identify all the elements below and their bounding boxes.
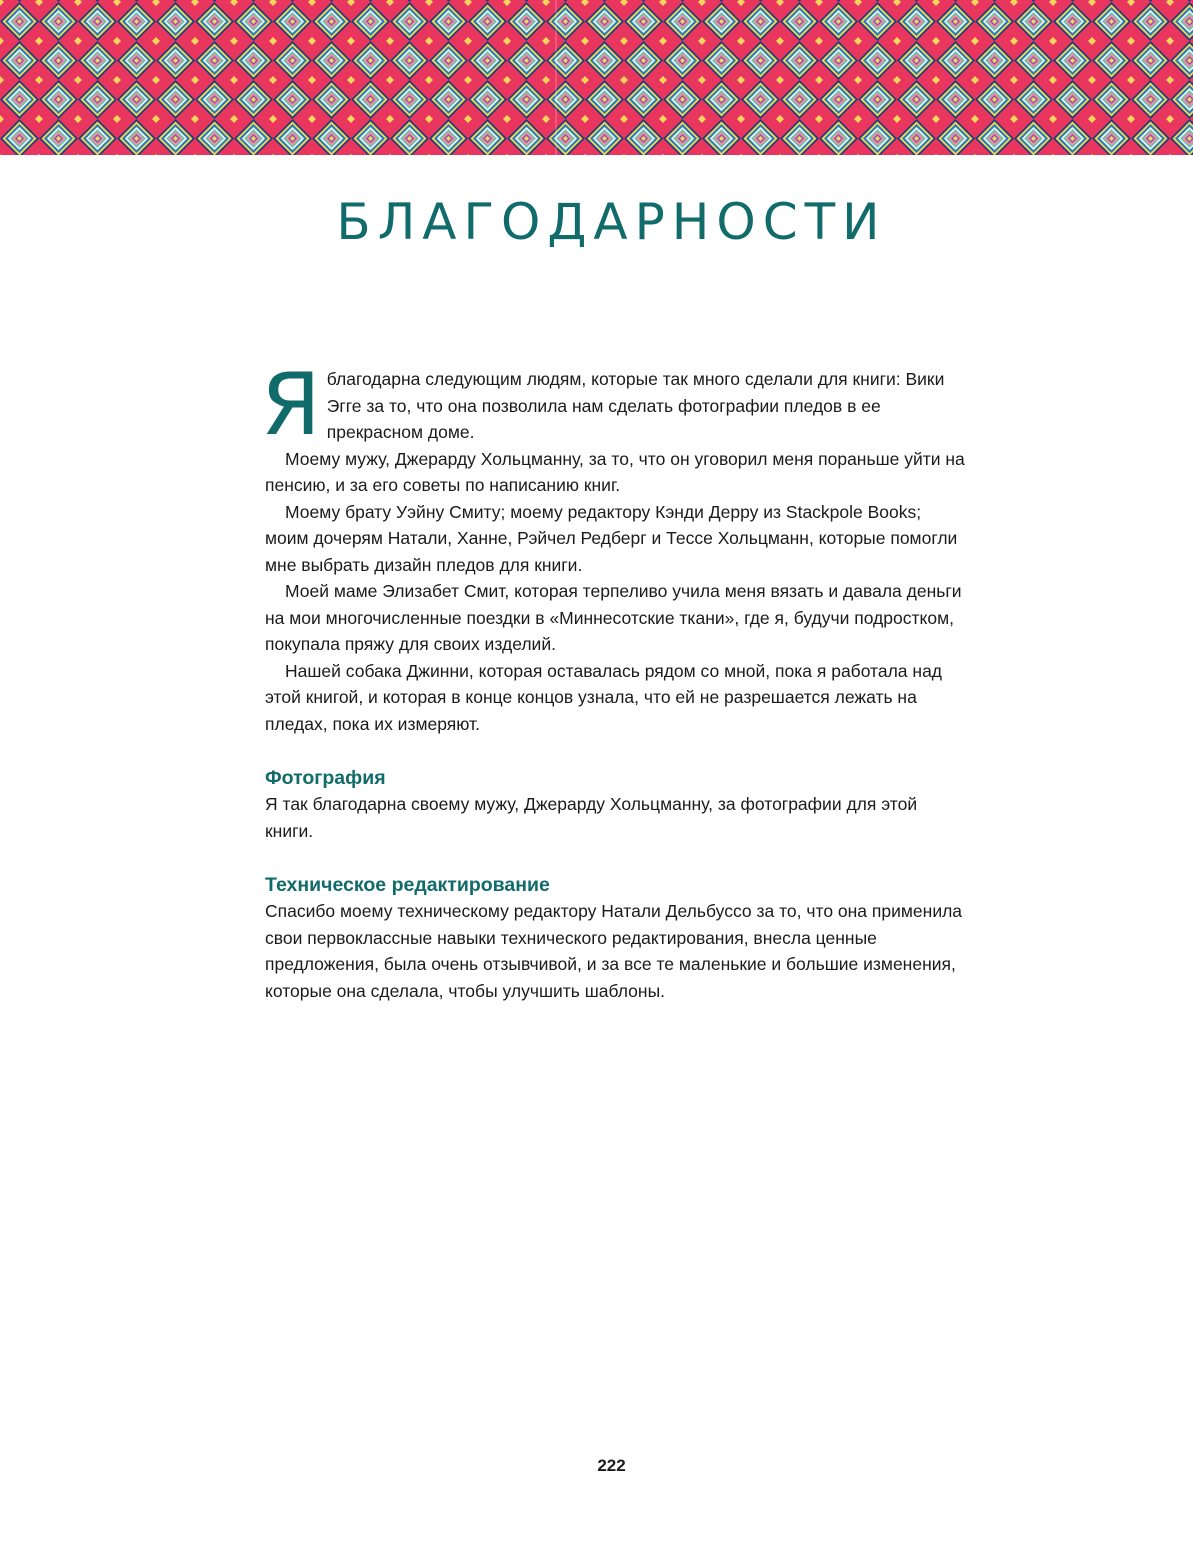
acknowledgements-body	[261, 355, 965, 1004]
intro-text: благодарна следующим людям, которые так много сделали для книги: Вики Эгге за то, что она позволила нам сделать фотографии пледов в ее прекрасном доме.	[326, 369, 945, 442]
diamond-pattern-illustration	[0, 0, 1193, 155]
paragraph-mother: Моей маме Элизабет Смит, которая терпеливо учила меня вязать и давала деньги на мои многочисленные поездки в «Миннесотские ткани», где я, будучи подростком, покупала пряжу для своих изделий.	[265, 581, 962, 654]
paragraph-dog: Нашей собака Джинни, которая оставалась рядом со мной, пока я работала над этой книгой, и которая в конце концов узнала, что ей не разрешается лежать на пледах, пока их измеряют.	[265, 660, 943, 734]
page-title: БЛАГОДАРНОСТИ	[336, 193, 887, 251]
section-text-technical-editing: Спасибо моему техническому редактору Натали Дельбуссо за то, что она применила свои первоклассные навыки технического редактирования, внесла ценные предложения, была очень отзывчивой, и за все те маленькие и большие изменения, которые она сделала, чтобы улучшить шаблоны.	[265, 901, 963, 1001]
paragraph-family: Моему брату Уэйну Смиту; моему редактору Кэнди Дерру из Stackpole Books; моим дочерям Натали, Ханне, Рэйчел Редберг и Тессе Хольцманн, которые помогли мне выбрать дизайн пледов для книги.	[265, 501, 958, 575]
intro-paragraph	[261, 355, 965, 455]
section-heading-technical-editing: Техническое редактирование	[265, 874, 550, 896]
drop-cap-letter: Я	[261, 355, 321, 455]
paragraph-husband: Моему мужу, Джерарду Хольцманну, за то, что он уговорил меня пораньше уйти на пенсию, и за его советы по написанию книг.	[265, 448, 965, 495]
section-text-photography: Я так благодарна своему мужу, Джерарду Хольцманну, за фотографии для этой книги.	[265, 794, 918, 841]
page-number: 222	[597, 1456, 626, 1475]
decorative-pattern-banner	[0, 0, 1193, 155]
section-heading-photography: Фотография	[265, 767, 386, 789]
